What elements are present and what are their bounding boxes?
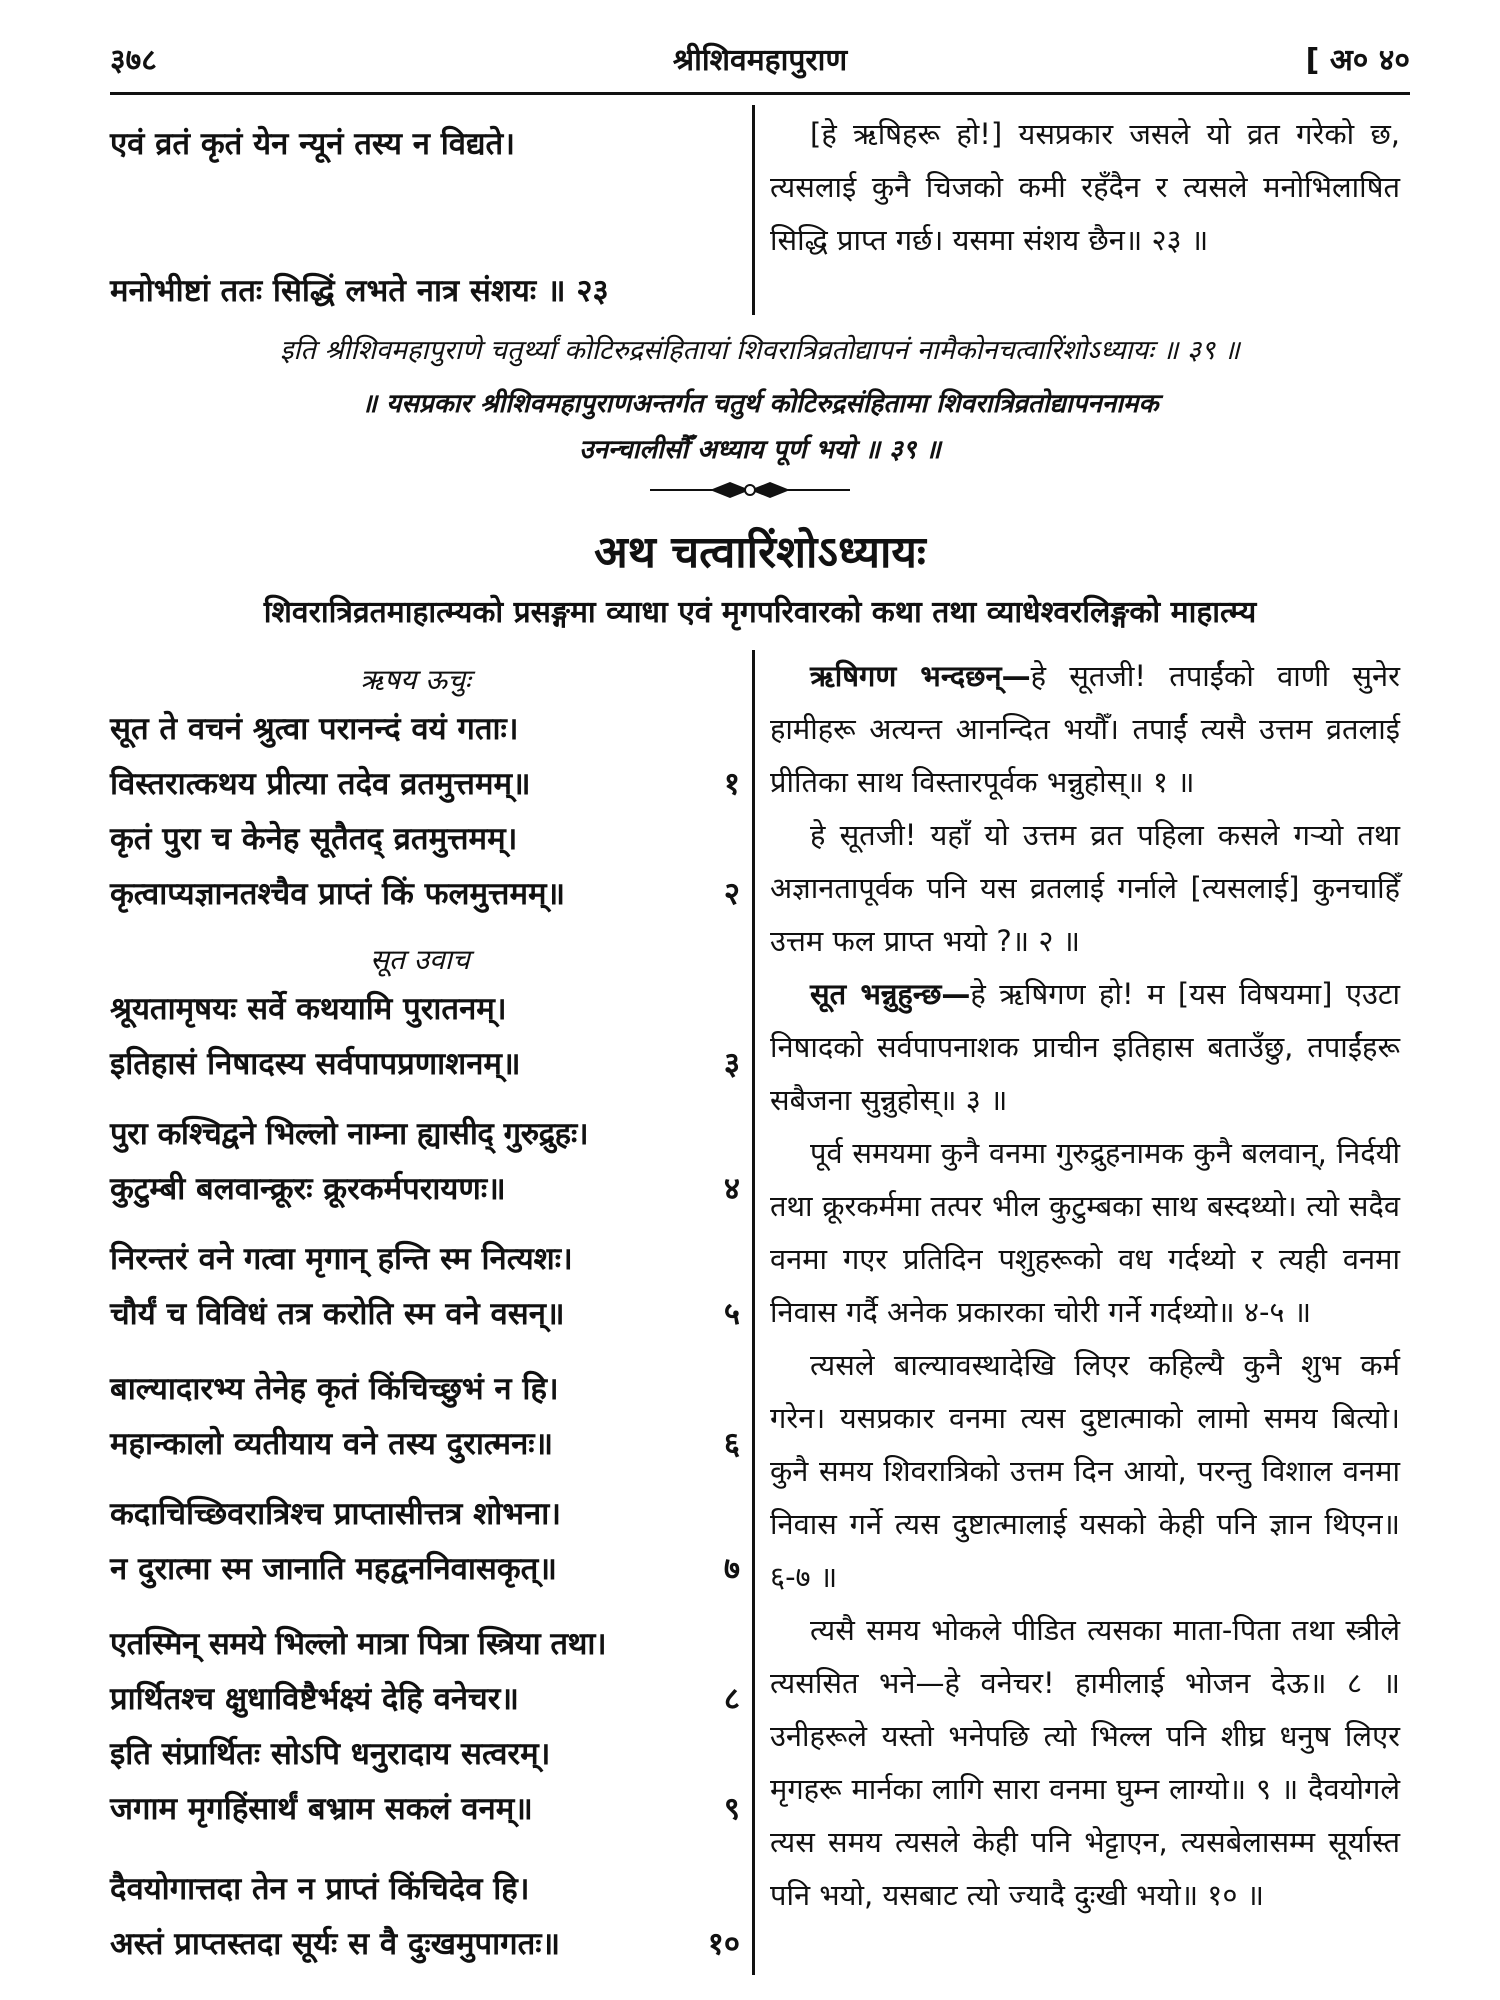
verse-23-line2: मनोभीष्टां ततः सिद्धिं लभते नात्र संशयः ॥ २३ — [110, 273, 609, 309]
colophon-nepali-line1: ॥ यसप्रकार श्रीशिवमहापुराणअन्तर्गत चतुर्थ कोटिरुद्रसंहितामा शिवरात्रिव्रतोद्यापननामक — [361, 389, 1159, 419]
verse-line: सूत ते वचनं श्रुत्वा परानन्दं वयं गताः। — [110, 711, 519, 747]
verse-line: जगाम मृगहिंसार्थं बभ्राम सकलं वनम्॥ ९ — [110, 1791, 740, 1827]
colophon-sanskrit: इति श्रीशिवमहापुराणे चतुर्थ्यां कोटिरुद्रसंहितायां शिवरात्रिव्रतोद्यापनं नामैकोनचत्वारिंशोऽध्यायः ॥ ३९ ॥ — [280, 335, 1240, 366]
verse-line: प्रार्थितश्च क्षुधाविष्टैर्भक्ष्यं देहि वनेचर॥ ८ — [110, 1681, 740, 1717]
chapter-reference: [ अ० ४० — [1305, 43, 1410, 78]
verse-line: अस्तं प्राप्तस्तदा सूर्यः स वै दुःखमुपागतः॥ १० — [110, 1926, 740, 1962]
translation-para-2: हे सूतजी! यहाँ यो उत्तम व्रत पहिला कसले गऱ्यो तथा अज्ञानतापूर्वक पनि यस व्रतलाई गर्नाले [त्यसलाई] कुनचाहिँ उत्तम फल प्राप्त भयो ?॥ २ ॥ — [770, 818, 1400, 958]
verse-23-line1: एवं व्रतं कृतं येन न्यूनं तस्य न विद्यते। — [110, 126, 515, 162]
translation-para-4: पूर्व समयमा कुनै वनमा गुरुद्रुहनामक कुनै बलवान्, निर्दयी तथा क्रूरकर्ममा तत्पर भील कुटुम्बका साथ बस्दथ्यो। त्यो सदैव वनमा गएर प्रतिदिन पशुहरूको वध गर्दथ्यो र त्यही वनमा निवास गर्दै अनेक प्रकारका चोरी गर्ने गर्दथ्यो॥ ४-५ ॥ — [770, 1136, 1400, 1329]
speaker-label-suta: सूत भन्नुहुन्छ— — [810, 977, 971, 1011]
verse-line: बाल्यादारभ्य तेनेह कृतं किंचिच्छुभं न हि। — [110, 1371, 559, 1407]
verse-line: एतस्मिन् समये भिल्लो मात्रा पित्रा स्त्रिया तथा। — [110, 1626, 607, 1662]
translation-23-text: [हे ऋषिहरू हो!] यसप्रकार जसले यो व्रत गरेको छ, त्यसलाई कुनै चिजको कमी रहँदैन र त्यसले मनोभिलाषित सिद्धि प्राप्त गर्छ। यसमा संशय छैन॥ २३ ॥ — [770, 117, 1400, 257]
verse-line: कुटुम्बी बलवान्क्रूरः क्रूरकर्मपरायणः॥ ४ — [110, 1171, 740, 1207]
translation-column — [770, 650, 1400, 1922]
verse-line: निरन्तरं वने गत्वा मृगान् हन्ति स्म नित्यशः। — [110, 1241, 573, 1277]
divider-ornament — [650, 478, 850, 502]
speaker-suta: सूत उवाच — [370, 943, 470, 976]
verse-line: न दुरात्मा स्म जानाति महद्वननिवासकृत्॥ ७ — [110, 1551, 740, 1587]
translation-para-3: सूत भन्नुहुन्छ—हे ऋषिगण हो! म [यस विषयमा] एउटा निषादको सर्वपापनाशक प्राचीन इतिहास बताउँछु, तपाईंहरू सबैजना सुन्नुहोस्॥ ३ ॥ — [770, 977, 1400, 1117]
verse-line: पुरा कश्चिद्वने भिल्लो नाम्ना ह्यासीद् गुरुद्रुहः। — [110, 1116, 589, 1152]
chapter-subtitle: शिवरात्रिव्रतमाहात्म्यको प्रसङ्गमा व्याधा एवं मृगपरिवारको कथा तथा व्याधेश्वरलिङ्गको माहात्म्य — [263, 595, 1257, 630]
verse-line: महान्कालो व्यतीयाय वने तस्य दुरात्मनः॥ ६ — [110, 1426, 740, 1462]
page-number: ३७८ — [110, 43, 157, 78]
verse-line: श्रूयतामृषयः सर्वे कथयामि पुरातनम्। — [110, 991, 507, 1027]
verse-line: कदाचिच्छिवरात्रिश्च प्राप्तासीत्तत्र शोभना। — [110, 1496, 562, 1532]
verse-line: दैवयोगात्तदा तेन न प्राप्तं किंचिदेव हि। — [110, 1871, 530, 1907]
speaker-rishaya: ऋषय ऊचुः — [360, 663, 471, 696]
translation-para-6: त्यसै समय भोकले पीडित त्यसका माता-पिता तथा स्त्रीले त्यससित भने—हे वनेचर! हामीलाई भोजन देऊ॥ ८ ॥ उनीहरूले यस्तो भनेपछि त्यो भिल्ल पनि शीघ्र धनुष लिएर मृगहरू मार्नका लागि सारा वनमा घुम्न लाग्यो॥ ९ ॥ दैवयोगले त्यस समय त्यसले केही पनि भेट्टाएन, त्यसबेलासम्म सूर्यास्त पनि भयो, यसबाट त्यो ज्यादै दुःखी भयो॥ १० ॥ — [770, 1613, 1400, 1912]
translation-para-1: ऋषिगण भन्दछन्—हे सूतजी! तपाईंको वाणी सुनेर हामीहरू अत्यन्त आनन्दित भयौँ। तपाईं त्यसै उत्तम व्रतलाई प्रीतिका साथ विस्तारपूर्वक भन्नुहोस्॥ १ ॥ — [770, 659, 1400, 799]
column-divider-main — [752, 650, 755, 1975]
speaker-label-rishigan: ऋषिगण भन्दछन्— — [810, 659, 1031, 693]
column-divider-top — [752, 105, 755, 315]
verse-line: कृतं पुरा च केनेह सूतैतद् व्रतमुत्तमम्। — [110, 821, 518, 857]
translation-23 — [770, 108, 1400, 267]
colophon-nepali-line2: उनन्चालीसौँ अध्याय पूर्ण भयो ॥ ३९ ॥ — [579, 435, 941, 465]
verse-line: विस्तरात्कथय प्रीत्या तदेव व्रतमुत्तमम्॥ १ — [110, 766, 740, 802]
verse-line: इति संप्रार्थितः सोऽपि धनुरादाय सत्वरम्। — [110, 1736, 551, 1772]
verse-line: चौर्यं च विविधं तत्र करोति स्म वने वसन्॥ ५ — [110, 1296, 740, 1332]
running-header — [110, 32, 1410, 95]
chapter-title: अथ चत्वारिंशोऽध्यायः — [594, 527, 926, 578]
verse-line: कृत्वाप्यज्ञानतश्चैव प्राप्तं किं फलमुत्तमम्॥ २ — [110, 876, 740, 912]
verse-line: इतिहासं निषादस्य सर्वपापप्रणाशनम्॥ ३ — [110, 1046, 740, 1082]
translation-para-5: त्यसले बाल्यावस्थादेखि लिएर कहिल्यै कुनै शुभ कर्म गरेन। यसप्रकार वनमा त्यस दुष्टात्माको लामो समय बित्यो। कुनै समय शिवरात्रिको उत्तम दिन आयो, परन्तु विशाल वनमा निवास गर्ने त्यस दुष्टात्मालाई यसको केही पनि ज्ञान थिएन॥ ६-७ ॥ — [770, 1348, 1400, 1594]
book-title: श्रीशिवमहापुराण — [672, 43, 848, 78]
